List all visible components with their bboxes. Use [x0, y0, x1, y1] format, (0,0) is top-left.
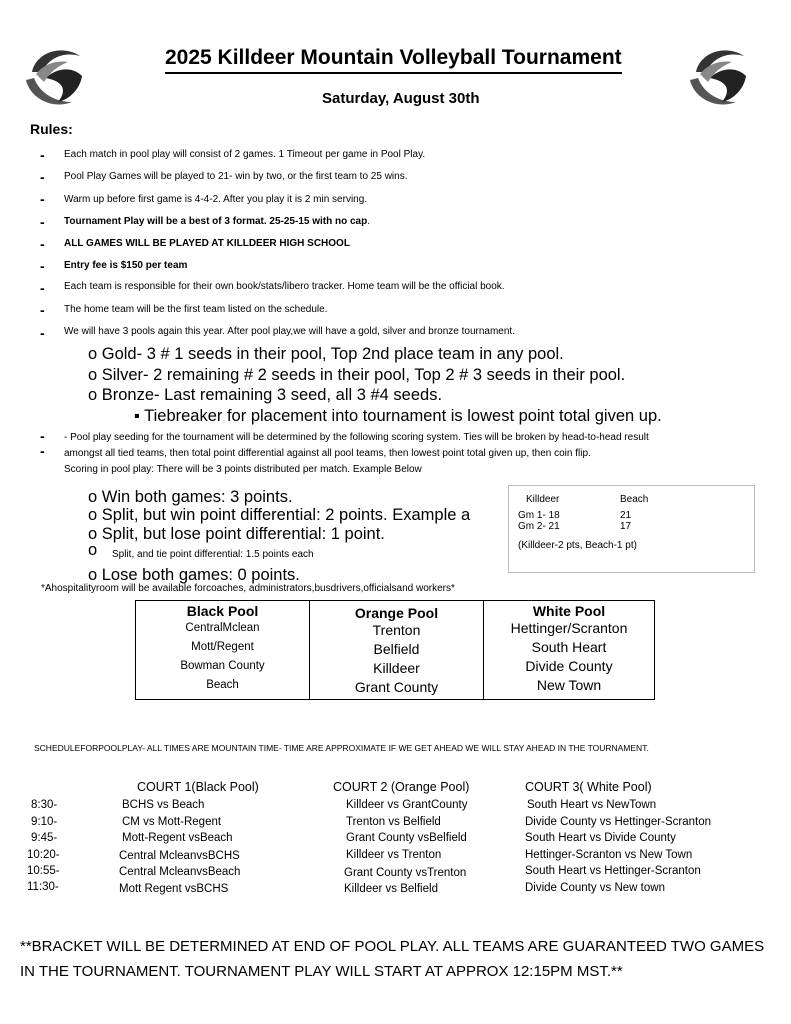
hospitality-note: *Ahospitalityroom will be available forcoaches, administrators,busdrivers,officialsand workers*: [41, 583, 455, 594]
schedule-court2: Trenton vs Belfield: [346, 816, 441, 828]
page-title: 2025 Killdeer Mountain Volleyball Tournament: [165, 46, 622, 74]
score-split-win: o Split, but win point differential: 2 points. Example a: [88, 506, 471, 524]
silver-tier: o Silver- 2 remaining # 2 seeds in their pool, Top 2 # 3 seeds in their pool.: [88, 366, 626, 384]
rule-item: Each match in pool play will consist of 2 games. 1 Timeout per game in Pool Play.: [64, 149, 426, 160]
rule-dash: -: [40, 325, 45, 341]
pool-team: Beach: [206, 679, 239, 691]
example-box: [508, 485, 755, 573]
white-pool: [484, 601, 655, 700]
rule-item: ALL GAMES WILL BE PLAYED AT KILLDEER HIGH SCHOOL: [64, 238, 350, 249]
schedule-note: SCHEDULEFORPOOLPLAY- ALL TIMES ARE MOUNTAIN TIME- TIME ARE APPROXIMATE IF WE GET AHEAD WE WILL STAY AHEAD IN THE TOURNAMENT.: [34, 743, 649, 753]
rule-dash: -: [40, 428, 45, 444]
footer-note: **BRACKET WILL BE DETERMINED AT END OF POOL PLAY. ALL TEAMS ARE GUARANTEED TWO GAMES IN THE TOURNAMENT. TOURNAMENT PLAY WILL START AT APPROX 12:15PM MST.**: [20, 938, 765, 980]
schedule-court1: Mott Regent vsBCHS: [119, 883, 229, 895]
score-lose-both: o Lose both games: 0 points.: [88, 566, 300, 584]
schedule-court1: BCHS vs Beach: [122, 799, 205, 811]
pool-team: CentralMclean: [185, 622, 260, 634]
pool-team: Hettinger/Scranton: [510, 620, 628, 636]
gold-tier: o Gold- 3 # 1 seeds in their pool, Top 2nd place team in any pool.: [88, 345, 564, 363]
schedule-time: 10:55-: [27, 865, 60, 877]
pool-team: Trenton: [372, 622, 421, 638]
score-tie-bullet: o: [88, 541, 98, 559]
example-team2: Beach: [620, 494, 649, 505]
rule-item: We will have 3 pools again this year. After pool play,we will have a gold, silver and bronze tournament.: [64, 326, 515, 337]
rule-item: Entry fee is $150 per team: [64, 260, 188, 271]
example-gm1: Gm 1- 18: [518, 510, 560, 521]
seeding-line: - Pool play seeding for the tournament will be determined by the following scoring system. Ties will be broken by head-to-head result: [64, 432, 649, 443]
rule-dash: -: [40, 147, 45, 163]
volleyball-logo-right-icon: [686, 42, 750, 110]
court-1-heading: COURT 1(Black Pool): [137, 780, 259, 794]
schedule-court3: South Heart vs Divide County: [525, 832, 676, 844]
example-result: (Killdeer-2 pts, Beach-1 pt): [518, 540, 637, 551]
pool-team: Bowman County: [180, 660, 265, 672]
schedule-court1: Central McleanvsBeach: [119, 866, 241, 878]
bronze-tier: o Bronze- Last remaining 3 seed, all 3 #4 seeds.: [88, 386, 443, 404]
schedule-time: 9:45-: [31, 832, 58, 844]
example-gm2-other: 17: [620, 521, 632, 532]
schedule-court3: Hettinger-Scranton vs New Town: [525, 849, 693, 861]
schedule-time: 10:20-: [27, 849, 60, 861]
orange-pool: [310, 601, 484, 700]
rule-dash: -: [40, 169, 45, 185]
rule-item-text: Tournament Play will be a best of 3 format. 25-25-15 with no cap: [64, 216, 368, 227]
schedule-court2: Killdeer vs Belfield: [344, 883, 438, 895]
schedule-court3: Divide County vs New town: [525, 882, 665, 894]
pool-team: Divide County: [525, 658, 613, 674]
schedule-time: 11:30-: [27, 881, 59, 893]
score-tie: Split, and tie point differential: 1.5 points each: [112, 549, 314, 560]
example-gm2: Gm 2- 21: [518, 521, 560, 532]
pool-heading: White Pool: [532, 603, 606, 619]
pool-team: South Heart: [531, 639, 607, 655]
pool-team: Grant County: [354, 679, 439, 695]
rule-dash: -: [40, 302, 45, 318]
schedule-court2: Grant County vsTrenton: [344, 867, 467, 879]
court-2-heading: COURT 2 (Orange Pool): [333, 780, 470, 794]
example-team1: Killdeer: [526, 494, 560, 505]
example-gm1-other: 21: [620, 510, 632, 521]
schedule-court1: Central McleanvsBCHS: [119, 850, 240, 862]
seeding-line: amongst all tied teams, then total point differential against all pool teams, then lowest point total given up, then coin flip.: [64, 448, 591, 459]
rule-dash: -: [40, 236, 45, 252]
rule-dash: -: [40, 258, 45, 274]
rule-item: The home team will be the first team listed on the schedule.: [64, 304, 328, 315]
pool-team: Killdeer: [373, 660, 420, 676]
schedule-court1: Mott-Regent vsBeach: [122, 832, 233, 844]
rule-item-period: .: [367, 216, 370, 227]
score-win-both: o Win both games: 3 points.: [88, 488, 293, 506]
rules-heading: Rules:: [30, 121, 73, 137]
pool-team: Belfield: [373, 641, 420, 657]
pools-table: [135, 600, 655, 700]
schedule-court3: Divide County vs Hettinger-Scranton: [525, 816, 711, 828]
schedule-time: 9:10-: [31, 816, 58, 828]
rule-item: Pool Play Games will be played to 21- win by two, or the first team to 25 wins.: [64, 171, 408, 182]
pool-team: Mott/Regent: [191, 641, 254, 653]
rule-item: Each team is responsible for their own book/stats/libero tracker. Home team will be the official book.: [64, 281, 505, 292]
tiebreaker-note: ▪ Tiebreaker for placement into tournament is lowest point total given up.: [134, 407, 662, 425]
schedule-court2: Killdeer vs Trenton: [346, 849, 442, 861]
pool-heading: Black Pool: [186, 603, 259, 619]
court-3-heading: COURT 3( White Pool): [525, 780, 652, 794]
black-pool: [136, 601, 310, 700]
pool-heading: Orange Pool: [354, 605, 439, 621]
schedule-court3: South Heart vs NewTown: [527, 799, 657, 811]
rule-dash: -: [40, 191, 45, 207]
rule-dash: -: [40, 280, 45, 296]
volleyball-logo-left-icon: [22, 42, 86, 110]
schedule-court2: Grant County vsBelfield: [346, 832, 467, 844]
rule-item: Warm up before first game is 4-4-2. After you play it is 2 min serving.: [64, 194, 368, 205]
rule-dash: -: [40, 443, 45, 459]
pool-team: New Town: [536, 677, 602, 693]
schedule-time: 8:30-: [31, 799, 58, 811]
schedule-court3: South Heart vs Hettinger-Scranton: [525, 865, 701, 877]
rule-dash: -: [40, 214, 45, 230]
seeding-line: Scoring in pool play: There will be 3 points distributed per match. Example Below: [64, 464, 422, 475]
event-date: Saturday, August 30th: [322, 90, 480, 107]
schedule-court1: CM vs Mott-Regent: [122, 816, 222, 828]
schedule-court2: Killdeer vs GrantCounty: [346, 799, 468, 811]
rule-item: [64, 216, 370, 227]
score-split-lose: o Split, but lose point differential: 1 point.: [88, 525, 385, 543]
